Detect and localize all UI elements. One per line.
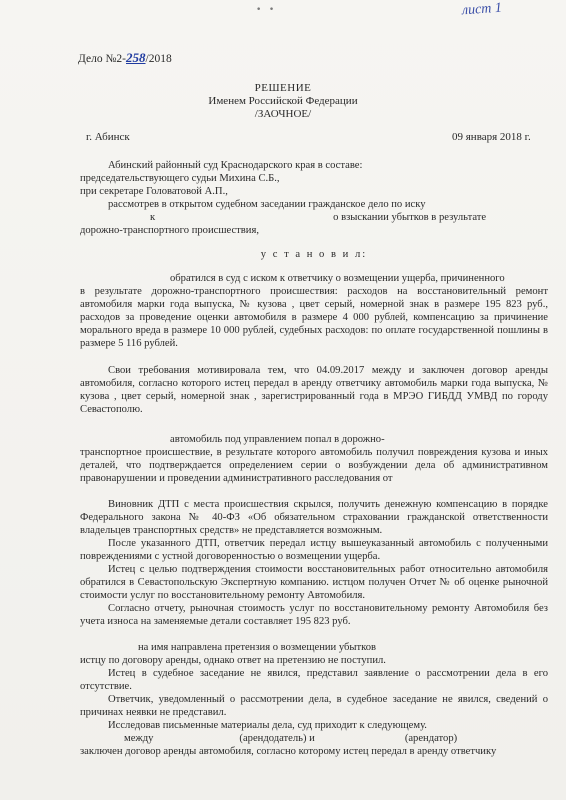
p12-between: между bbox=[124, 733, 154, 744]
paragraph-10: Ответчик, уведомленный о рассмотрении дела, в судебное заседание не явился, сведений о причинах неявки не представил. bbox=[80, 694, 548, 719]
paragraph-6: Истец с целью подтверждения стоимости восстановительных работ относительно автомобиля обратился в Севастопольскую Экспертную компанию. истцом получен Отчет № об оценке рыночной стоимости услуг по восстановительному ремонту Автомобиля. bbox=[80, 564, 548, 602]
paragraph-1: в результате дорожно-транспортного происшествия: расходов на восстановительный ремонт автомобиля марки года выпуска, № кузова , цвет серый, номерной знак в размере 195 823 руб., расходов за проведение оценки автомобиля в размере 4 000 рублей, компенсацию за причинение морального вреда в размере 10 000 рублей, судебных расходов: по оплате государственной пошлины в размере 5 116 рублей. bbox=[80, 286, 548, 350]
paragraph-4: Виновник ДТП с места происшествия скрылся, получить денежную компенсацию в порядке Федерального закона № 40-ФЗ «Об обязательном страховании гражданской ответственности владельцев транспортных средств» не представляется возможным. bbox=[80, 499, 548, 537]
secretary-line: при секретаре Головатовой А.П., bbox=[80, 186, 228, 197]
city: г. Абинск bbox=[86, 131, 130, 143]
paragraph-11: Исследовав письменные материалы дела, суд приходит к следующему. bbox=[108, 720, 427, 731]
paragraph-8-line: на имя направлена претензия о возмещении убытков bbox=[138, 642, 377, 653]
document-title: РЕШЕНИЕ bbox=[254, 82, 312, 94]
document-kind: /ЗАОЧНОЕ/ bbox=[254, 108, 312, 120]
case-number-handwritten: 258 bbox=[126, 50, 146, 65]
case-prefix: Дело №2- bbox=[78, 53, 127, 65]
p12-lessor: (арендодатель) и bbox=[239, 733, 315, 744]
paragraph-9: Истец в судебное заседание не явился, представил заявление о рассмотрении дела в его отсутствие. bbox=[80, 668, 548, 693]
claim-subject-end: дорожно-транспортного происшествия, bbox=[80, 225, 259, 236]
judge-line: председательствующего судьи Михина С.Б., bbox=[80, 173, 280, 184]
paragraph-3: транспортное происшествие, в результате которого автомобиль получил повреждения кузова и иных деталей, что подтверждается определением серии о возбуждении дела об административном правонарушении и проведении административного расследования от bbox=[80, 447, 548, 485]
paragraph-2: Свои требования мотивировала тем, что 04.09.2017 между и заключен договор аренды автомобиля, согласно которого истец передал в аренду ответчику автомобиль марки года выпуска, № кузова , цвет серый, номерной знак , зарегистрированный года в МРЭО ГИБДД УМВД по городу Севастополю. bbox=[80, 365, 548, 416]
document-date: 09 января 2018 г. bbox=[452, 131, 531, 143]
considered-line: рассмотрев в открытом судебном заседании гражданское дело по иску bbox=[108, 199, 426, 210]
claim-prefix: к bbox=[150, 212, 156, 223]
case-number bbox=[78, 51, 172, 66]
paragraph-5: После указанного ДТП, ответчик передал истцу вышеуказанный автомобиль с полученными повреждениями с устной договоренностью о возмещении ущерба. bbox=[80, 538, 548, 563]
paragraph-12: заключен договор аренды автомобиля, согласно которому истец передал в аренду ответчику bbox=[80, 746, 497, 757]
claim-subject: о взыскании убытков в результате bbox=[333, 212, 487, 223]
paragraph-8: истцу по договору аренды, однако ответ на претензию не поступил. bbox=[80, 655, 386, 666]
document-subtitle: Именем Российской Федерации bbox=[208, 95, 358, 107]
p12-lessee: (арендатор) bbox=[404, 733, 458, 744]
established-heading: у с т а н о в и л: bbox=[260, 249, 368, 260]
claim-line bbox=[150, 211, 548, 224]
paragraph-1-line: обратился в суд с иском к ответчику о возмещении ущерба, причиненного bbox=[170, 273, 505, 284]
paragraph-3-line: автомобиль под управлением попал в дорожно- bbox=[170, 434, 385, 445]
court-line: Абинский районный суд Краснодарского края в составе: bbox=[108, 160, 363, 171]
case-year: /2018 bbox=[145, 53, 172, 65]
paragraph-12-line bbox=[124, 732, 548, 745]
paragraph-7: Согласно отчету, рыночная стоимость услуг по восстановительному ремонту Автомобиля без учета износа на заменяемые детали составляет 195 823 руб. bbox=[80, 603, 548, 628]
sheet-number-stamp: лист 1 bbox=[461, 0, 503, 19]
handwritten-mark: · · bbox=[255, 0, 276, 21]
